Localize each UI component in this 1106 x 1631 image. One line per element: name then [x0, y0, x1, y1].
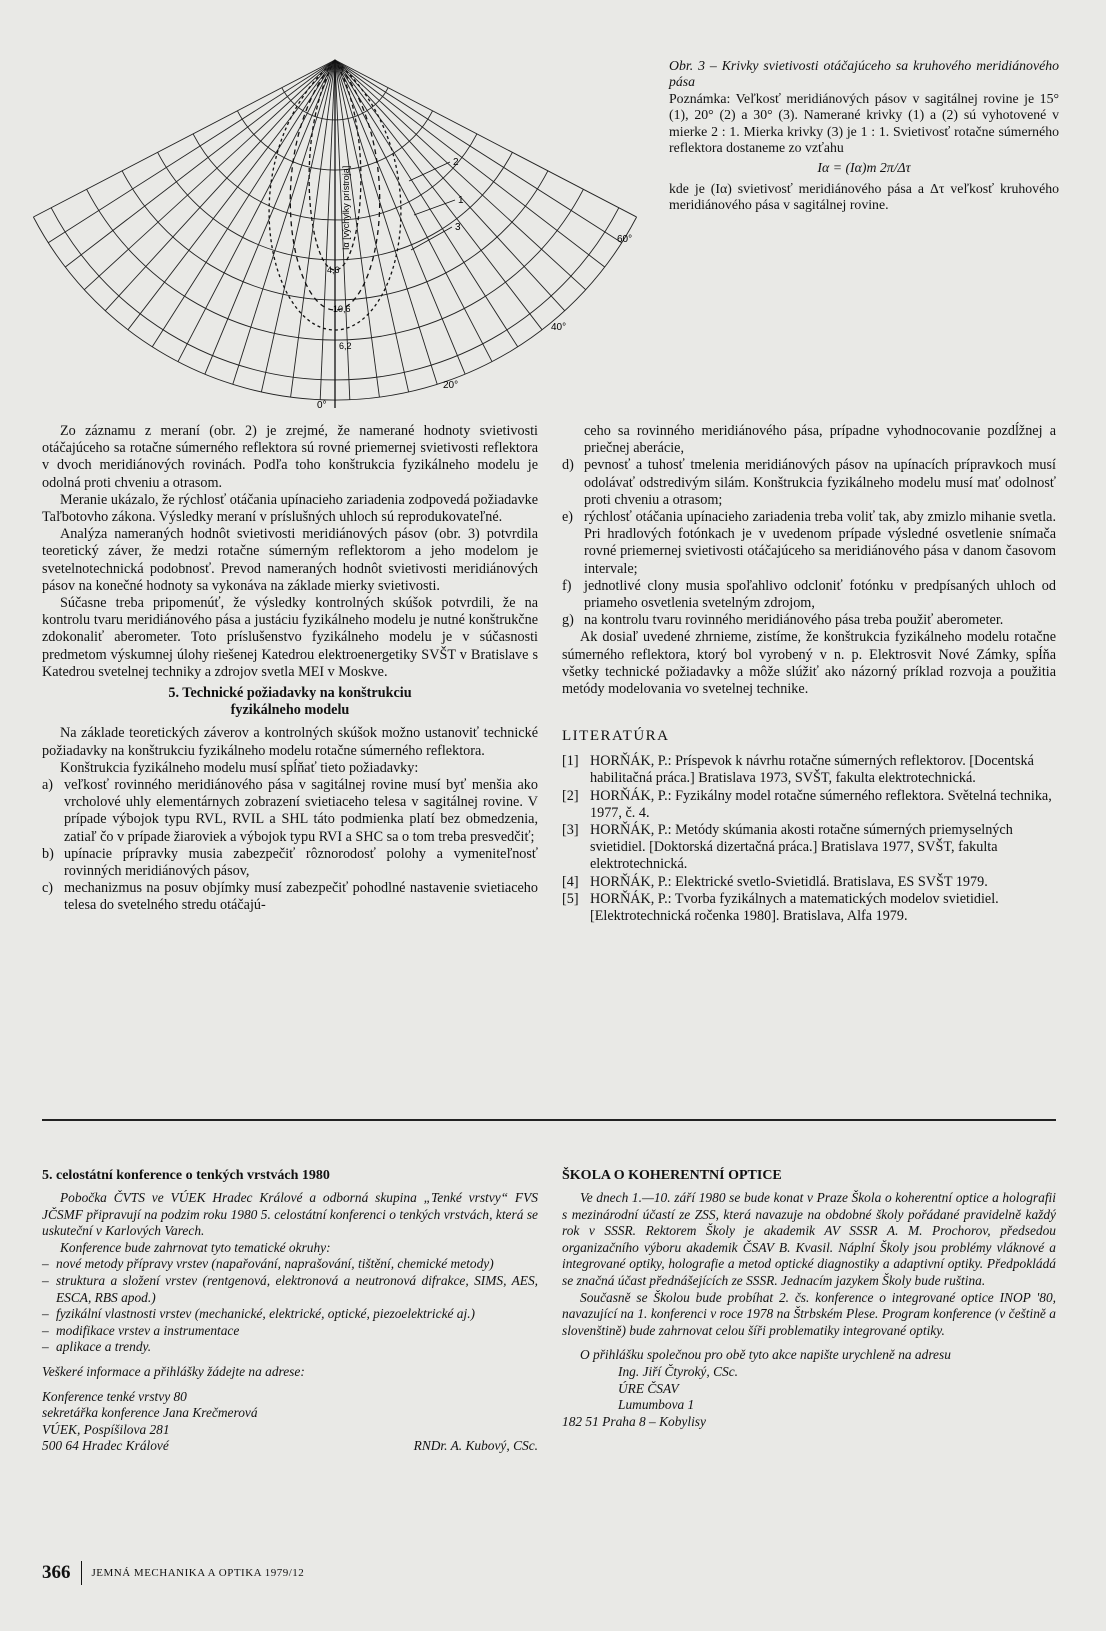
caption-after: kde je (Iα) svietivosť meridiánového pása a Δτ veľkosť kruhového meridiánového pása v sagitálnej rovine.	[669, 180, 1059, 213]
item-text: pevnosť a tuhosť tmelenia meridiánových pásov na upínacích prípravkoch musí odolávať odstredivým silám. Konštrukcia fyzikálneho modelu musí mať odolnosť proti chveniu a otrasom;	[584, 457, 1056, 508]
caption-title: Obr. 3 – Krivky svietivosti otáčajúceho sa kruhového meridiánového pása	[669, 58, 1059, 90]
footer-divider	[81, 1561, 82, 1585]
body-paragraph: Zo záznamu z meraní (obr. 2) je zrejmé, že namerané hodnoty svietivosti otáčajúceho sa rotačne súmerného reflektora sú rovné priemernej svietivosti reflektora v dvoch meridiánových rovinách. Podľa toho konštrukcia fyzikálneho modelu je odolná proti chveniu a otrasom.	[42, 423, 538, 491]
item-label: e)	[562, 509, 574, 526]
closing-paragraph: Ak dosiaľ uvedené zhrnieme, zistíme, že konštrukcia fyzikálneho modelu rotačne súmerného reflektora, ktorý bol vyrobený v n. p. Elektrosvit Nové Zámky, spĺňa všetky technické požiadavky a môže slúžiť ako názorný príklad rozvoja a použitia metódy modelovania vo svetelnej technike.	[562, 629, 1056, 698]
announcement-paragraph: O přihlášku společnou pro obě tyto akce napište urychleně na adresu	[580, 1347, 951, 1363]
caption-formula: Iα = (Iα)m 2π/Δτ	[817, 160, 911, 176]
radial-grid-line	[335, 60, 465, 374]
axis-label: Iα [výchylky prístroja]	[341, 165, 351, 250]
radial-grid-line	[320, 60, 335, 400]
literature-heading: LITERATÚRA	[562, 728, 670, 745]
address-line: ÚRE ČSAV	[618, 1380, 679, 1396]
radial-grid-line	[335, 60, 622, 243]
section-heading	[42, 685, 538, 719]
requirement-item	[562, 509, 1056, 578]
address-line: Ing. Jiří Čtyroký, CSc.	[618, 1363, 738, 1379]
item-text: veľkosť rovinného meridiánového pása v sagitálnej rovine musí byť menšia ako vrcholové uhly elementárnych zobrazení svietiaceho telesa v sagitálnej rovine. V prípade výbojok typu RVL, RVIL a SHL táto podmienka platí bez obmedzenia, zatiaľ čo v prípade žiaroviek a výbojok typu RVI a SHC sa o tom treba presvedčiť;	[64, 777, 538, 845]
reference-item	[562, 891, 1056, 925]
requirement-item	[562, 612, 1056, 629]
left-column	[42, 423, 538, 915]
item-label: c)	[42, 880, 54, 897]
item-text: jednotlivé clony musia spoľahlivo odcloniť fotónku v predpísaných uhloch od priameho osvetlenia svetelným zdrojom,	[584, 577, 1056, 612]
radial-grid-line	[105, 60, 335, 311]
item-label: f)	[562, 577, 572, 594]
body-paragraph: Meranie ukázalo, že rýchlosť otáčania upínacieho zariadenia zodpovedá požiadavke Taľbotovho zákona. Výsledky meraní v príslušných uhloch sú reprodukovateľné.	[42, 491, 538, 526]
ref-text: HORŇÁK, P.: Elektrické svetlo-Svietidlá. Bratislava, ES SVŠT 1979.	[590, 873, 988, 890]
address-line: 500 64 Hradec Králové	[42, 1438, 169, 1454]
topic-item: – aplikace a trendy.	[42, 1339, 538, 1356]
school-announcement	[562, 1168, 1056, 1430]
address-line: Konference tenké vrstvy 80	[42, 1388, 187, 1404]
ref-text: HORŇÁK, P.: Metódy skúmania akosti rotačne súmerných priemyselných svietidiel. [Doktorská dizertačná práca.] Bratislava 1977, SVŠT, fakulta elektrotechnická.	[590, 822, 1013, 873]
reference-item	[562, 753, 1056, 787]
announcement-paragraph: Ve dnech 1.—10. září 1980 se bude konat v Praze Škola o koherentní optice a holografii s mezinárodní účastí ze ZSS, která navazuje na obdobné školy pořádané pravidelně každý rok v SSSR. Rektorem Školy je akademik AV SSSR A. M. Prochorov, předsedou organizačního výboru akademik ČSAV B. Kvasil. Náplní Školy jsou problémy vláknové a integrované optiky, holografie a metod optické diagnostiky a adaptivní optiky. Předpokládá se značná účast přednášejících ze SSSR. Jednacím jazykem Školy bude ruština.	[562, 1190, 1056, 1288]
radial-grid-line	[33, 60, 335, 217]
announcement-intro: Pobočka ČVTS ve VÚEK Hradec Králové a odborná skupina „Tenké vrstvy“ FVS JČSMF připravují na podzim roku 1980 5. celostátní konferenci o tenkých vrstvách, která se uskuteční v Karlových Varech.	[42, 1190, 538, 1239]
radial-grid-line	[178, 60, 335, 362]
item-text: ceho sa rovinného meridiánového pása, prípadne vyhodnocovanie pozdĺžnej a priečnej aberácie,	[584, 423, 1056, 457]
address-line: sekretářka konference Jana Krečmerová	[42, 1405, 258, 1421]
requirement-item	[42, 880, 538, 914]
reference-item	[562, 874, 1056, 891]
requirement-item	[42, 777, 538, 846]
ref-text: HORŇÁK, P.: Príspevok k návrhu rotačne súmerných reflektorov. [Docentská habilitačná práca.] Bratislava 1973, SVŠT, fakulta elektrotechnická.	[590, 753, 1034, 787]
item-label: b)	[42, 845, 54, 862]
requirement-item	[562, 457, 1056, 509]
info-line: Veškeré informace a přihlášky žádejte na adrese:	[42, 1363, 305, 1379]
curve-number-label: 3	[455, 222, 461, 233]
item-text: rýchlosť otáčania upínacieho zariadenia treba voliť tak, aby zmizlo mihanie svetla. Pri hradlových fotónkach je v uvedenom prípade výsledné osvetlenie snímača rovné priemernej svietivosti otáčajúceho sa meridiánového pása v danom časovom intervale;	[584, 509, 1056, 577]
curve-leader-line	[411, 227, 452, 250]
angle-label: 60°	[617, 234, 633, 245]
figure-caption	[669, 58, 1059, 214]
ref-text: HORŇÁK, P.: Fyzikálny model rotačne súmerného reflektora. Světelná technika, 1977, č. 4.	[590, 787, 1052, 821]
item-text: na kontrolu tvaru rovinného meridiánového pása treba použiť aberometer.	[584, 612, 1004, 629]
signature: RNDr. A. Kubový, CSc.	[413, 1438, 538, 1454]
polar-diagram-svg	[28, 40, 668, 420]
item-text: mechanizmus na posuv objímky musí zabezpečiť pohodlné nastavenie svietiaceho telesa do svetelného stredu otáčajú-	[64, 880, 538, 914]
topic-item: – nové metody přípravy vrstev (napařování, naprašování, tištění, chemické metody)	[42, 1256, 538, 1273]
radial-grid-line	[84, 60, 335, 290]
item-text: upínacie prípravky musia zabezpečiť rôznorodosť polohy a vymeniteľnosť rovinných meridiánových pásov,	[64, 845, 538, 880]
item-label: g)	[562, 612, 574, 629]
body-paragraph: Na základe teoretických záverov a kontrolných skúšok možno ustanoviť technické požiadavky na konštrukciu fyzikálneho modelu rotačne súmerného reflektora.	[42, 725, 538, 759]
radial-grid-line	[48, 60, 335, 243]
ref-label: [1]	[562, 753, 579, 770]
radial-grid-line	[335, 60, 586, 290]
section-divider	[42, 1119, 1056, 1121]
requirement-item	[562, 423, 1056, 457]
caption-note: Poznámka: Veľkosť meridiánových pásov v sagitálnej rovine je 15° (1), 20° (2) a 30° (3). Namerané krivky (1) a (2) sú vyhotovené v mierke 2 : 1. Mierka krivky (3) je 1 : 1. Svietivosť rotačne súmerného reflektora dostaneme zo vzťahu	[669, 90, 1059, 156]
ref-label: [2]	[562, 787, 579, 804]
angle-label: 20°	[443, 380, 459, 391]
item-label: d)	[562, 457, 574, 474]
ref-label: [4]	[562, 873, 579, 890]
topics-intro: Konference bude zahrnovat tyto tematické okruhy:	[60, 1239, 331, 1255]
curve-number-label: 1	[458, 195, 464, 206]
requirement-item	[562, 578, 1056, 612]
conference-announcement	[42, 1168, 538, 1455]
reference-item	[562, 822, 1056, 874]
body-paragraph: Analýza nameraných hodnôt svietivosti meridiánových pásov (obr. 3) potvrdila teoretický záver, že medzi rotačne súmerným reflektorom a jeho modelom je svetelnotechnická podobnosť. Prevod nameraných hodnôt svietivosti meridiánových pásov na konečné hodnoty sa vykonáva na základe mierky svietivosti.	[42, 526, 538, 594]
announcement-heading: ŠKOLA O KOHERENTNÍ OPTICE	[562, 1168, 782, 1183]
radial-grid-line	[335, 60, 565, 311]
reference-item	[562, 788, 1056, 822]
item-label: a)	[42, 777, 54, 794]
curve-number-label: 2	[453, 157, 459, 168]
right-column	[562, 423, 1056, 925]
section-heading-line1: 5. Technické požiadavky na konštrukciu	[168, 685, 412, 702]
page-footer	[42, 1558, 304, 1588]
section-heading-line2: fyzikálneho modelu	[230, 702, 350, 719]
value-label: 10,6	[333, 304, 351, 314]
body-paragraph: Súčasne treba pripomenúť, že výsledky kontrolných skúšok potvrdili, že na kontrolu tvaru meridiánového pása a justáciu fyzikálneho modelu je nutné konštrukčne zdokonaliť aberometer. Toto príslušenstvo fyzikálneho modelu je v súčasnosti predmetom výskumnej úlohy riešenej Katedrou elektroenergetiky SVŠT v Bratislave s Katedrou svetelnej techniky a zdrojov svetla MEI v Moskve.	[42, 595, 538, 680]
ref-text: HORŇÁK, P.: Tvorba fyzikálnych a matematických modelov svietidiel. [Elektrotechnická ročenka 1980]. Bratislava, Alfa 1979.	[590, 890, 999, 925]
topic-item: – struktura a složení vrstev (rentgenová, elektronová a neutronová difrakce, SIMS, AES, ESCA, RBS apod.)	[42, 1273, 538, 1306]
journal-name: JEMNÁ MECHANIKA A OPTIKA 1979/12	[91, 1567, 305, 1579]
angle-label: 40°	[551, 322, 567, 333]
value-label: 6,2	[339, 341, 352, 351]
address-line: VÚEK, Pospíšilova 281	[42, 1421, 170, 1437]
radial-grid-line	[335, 60, 518, 347]
polar-diagram	[28, 40, 668, 420]
topic-item: – modifikace vrstev a instrumentace	[42, 1323, 538, 1340]
ref-label: [3]	[562, 822, 579, 839]
ref-label: [5]	[562, 890, 579, 907]
requirement-item	[42, 846, 538, 880]
address-line: 182 51 Praha 8 – Kobylisy	[562, 1413, 706, 1429]
announcement-heading: 5. celostátní konference o tenkých vrstvách 1980	[42, 1168, 330, 1183]
topic-item: – fyzikální vlastnosti vrstev (mechanické, elektrické, optické, piezoelektrické aj.)	[42, 1306, 538, 1323]
announcement-paragraph: Současně se Školou bude probíhat 2. čs. konference o integrované optice INOP '80, navazující na 1. konferenci v roce 1978 na Štrbském Plese. Program konference (v češtině a slovenštině) bude zahrnovat celou šíři problematiky integrované optiky.	[562, 1289, 1056, 1338]
radial-grid-line	[205, 60, 335, 374]
address-line: Lumumbova 1	[618, 1397, 695, 1413]
body-paragraph: Konštrukcia fyzikálneho modelu musí spĺňať tieto požiadavky:	[60, 759, 419, 776]
radial-grid-line	[152, 60, 335, 347]
curve-leader-line	[414, 200, 455, 215]
radial-grid-line	[335, 60, 492, 362]
radial-grid-line	[335, 60, 637, 217]
page-number: 366	[42, 1562, 71, 1583]
angle-label: 0°	[317, 400, 327, 411]
value-label: 4,6	[327, 265, 340, 275]
